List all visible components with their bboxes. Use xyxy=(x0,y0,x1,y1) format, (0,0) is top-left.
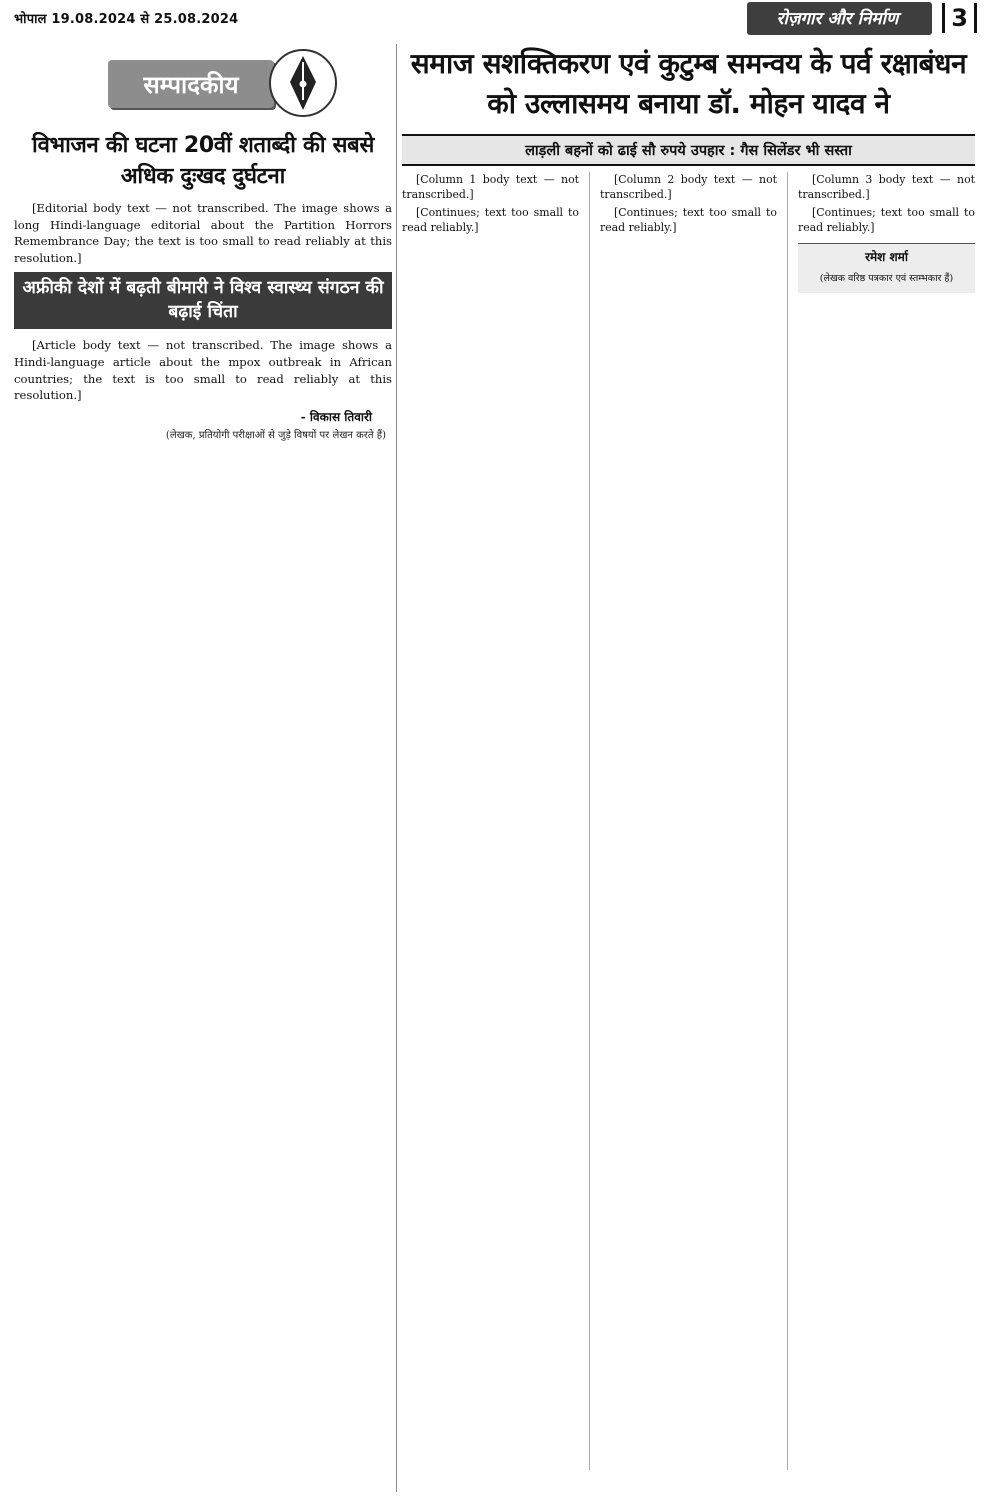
lead-paragraph: [Column 1 body text — not transcribed.] xyxy=(402,173,579,202)
masthead xyxy=(0,0,985,36)
lead-column-3 xyxy=(798,172,975,1470)
lead-paragraph: [Column 2 body text — not transcribed.] xyxy=(600,173,777,202)
lead-columns xyxy=(402,172,975,1470)
publication-name: रोज़गार और निर्माण xyxy=(747,2,933,35)
lead-paragraph: [Column 3 body text — not transcribed.] xyxy=(798,173,975,202)
africa-article-author: - विकास तिवारी xyxy=(300,409,372,424)
lead-author-box xyxy=(798,243,975,293)
africa-article-author-note: (लेखक, प्रतियोगी परीक्षाओं से जुड़े विषयों पर लेखन करते हैं) xyxy=(165,429,386,441)
column-divider xyxy=(589,172,590,1470)
lead-paragraph: [Continues; text too small to read reliably.] xyxy=(600,205,777,234)
lead-subheadline: लाड़ली बहनों को ढाई सौ रुपये उपहार : गैस सिलेंडर भी सस्ता xyxy=(402,134,975,166)
masthead-right xyxy=(747,0,977,36)
column-divider xyxy=(787,172,788,1470)
lead-headline: समाज सशक्तिकरण एवं कुटुम्ब समन्वय के पर्व रक्षाबंधन को उल्लासमय बनाया डॉ. मोहन यादव ने xyxy=(410,47,967,120)
lead-article-section xyxy=(402,44,975,1492)
editorial-label: सम्पादकीय xyxy=(108,60,274,108)
editorial-headline: विभाजन की घटना 20वीं शताब्दी की सबसे अधिक दुःखद दुर्घटना xyxy=(31,133,375,189)
issue-date: भोपाल 19.08.2024 से 25.08.2024 xyxy=(14,12,239,27)
lead-column-2 xyxy=(600,172,777,1470)
lead-author-name: रमेश शर्मा xyxy=(865,250,908,265)
editorial-section xyxy=(14,44,392,1492)
africa-article-headline: अफ्रीकी देशों में बढ़ती बीमारी ने विश्व स्वास्थ्य संगठन की बढ़ाई चिंता xyxy=(14,272,392,329)
africa-article-body: [Article body text — not transcribed. The image shows a Hindi-language article about the mpox outbreak in African countries; the text is too small to read reliably at this resolution.] xyxy=(14,338,392,403)
column-divider xyxy=(396,44,397,1492)
lead-paragraph: [Continues; text too small to read reliably.] xyxy=(798,205,975,234)
editorial-body: [Editorial body text — not transcribed. The image shows a long Hindi-language editorial about the Partition Horrors Remembrance Day; the text is too small to read reliably at this resolution.] xyxy=(14,201,392,265)
lead-column-1 xyxy=(402,172,579,1470)
page-number: 3 xyxy=(942,3,977,33)
editorial-banner xyxy=(14,44,392,120)
lead-author-note: (लेखक वरिष्ठ पत्रकार एवं स्तम्भकार हैं) xyxy=(819,273,954,285)
fountain-pen-icon xyxy=(268,48,338,118)
lead-paragraph: [Continues; text too small to read reliably.] xyxy=(402,205,579,234)
